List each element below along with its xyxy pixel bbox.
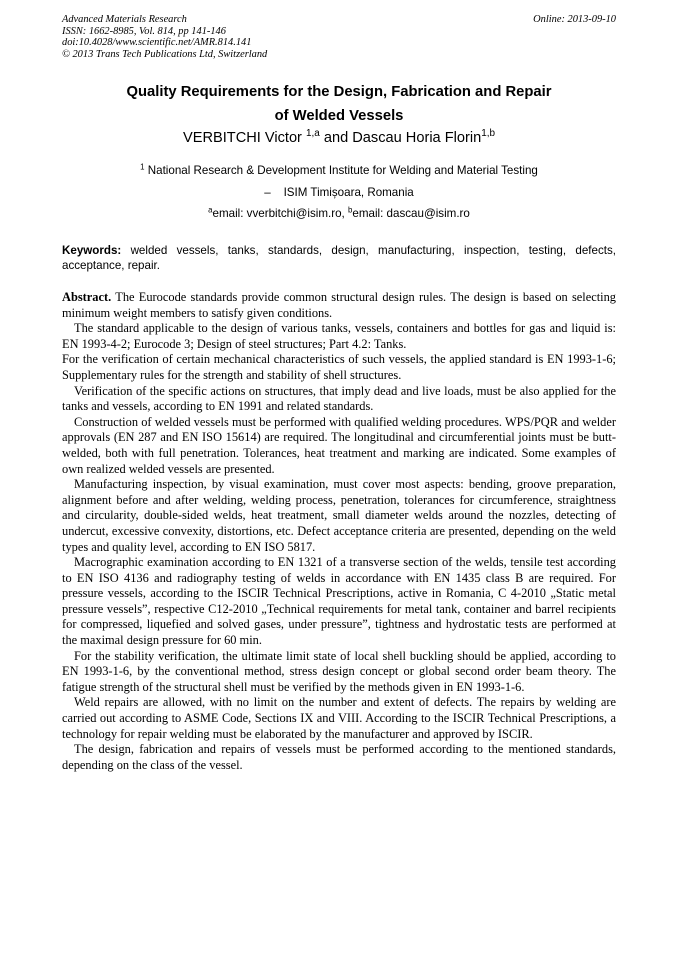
issn-line: ISSN: 1662-8985, Vol. 814, pp 141-146: [62, 25, 226, 37]
abstract-paragraph-5: Construction of welded vessels must be performed with qualified welding procedures. WPS/PQR and welder approvals (EN 287 and EN ISO 15614) are required. The longitudinal and circumferential joints must be butt-welded, both with full penetration. Tolerances, heat treatment and marking are indicated. Some examples of own realized welded vessels are presented.: [62, 414, 616, 476]
abstract-paragraph-6: Manufacturing inspection, by visual examination, must cover most aspects: bending, groove preparation, alignment before and after welding, welding process, penetration, tolerances for circumference, straightness and circularity, double-sided welds, heat treatment, small diameter welds around the nozzles, detecting of undercut, excessive convexity, distortions, etc. Defect acceptance criteria are presented, depending on the weld types and quality level, according to EN ISO 5817.: [62, 477, 616, 554]
email-a: email: vverbitchi@isim.ro,: [212, 207, 345, 220]
abstract-label: Abstract.: [62, 290, 112, 304]
email-a-superscript: a: [208, 205, 213, 215]
paper-title: [62, 80, 616, 128]
author-conjunction: and: [323, 130, 349, 146]
affiliation-institute: National Research & Development Institute for Welding and Material Testing: [147, 164, 538, 177]
author-2: Dascau Horia Florin: [352, 130, 482, 146]
author-1: VERBITCHI Victor: [182, 130, 302, 146]
abstract-paragraph-9: Weld repairs are allowed, with no limit on the number and extent of defects. The repairs by welding are carried out according to ASME Code, Sections IX and VIII. According to the ISCIR Technical Prescriptions, a technology for repair welding must be elaborated by the manufacturer and approved by ISCIR.: [62, 695, 616, 741]
title-line-2: of Welded Vessels: [274, 108, 404, 124]
email-line: [62, 207, 616, 221]
abstract-paragraph-1: [62, 290, 616, 321]
author-2-superscript: 1,b: [481, 128, 496, 140]
author-line: [62, 128, 616, 148]
keywords-text: welded vessels, tanks, standards, design, manufacturing, inspection, testing, defects, acceptance, repair.: [62, 244, 616, 272]
journal-name: Advanced Materials Research: [62, 14, 187, 25]
publication-header: [62, 14, 422, 60]
copyright-line: © 2013 Trans Tech Publications Ltd, Switzerland: [62, 48, 268, 60]
email-b-superscript: b: [348, 205, 353, 215]
affiliation-superscript: 1: [140, 162, 145, 172]
keywords-section: [62, 243, 616, 273]
doi-line: doi:10.4028/www.scientific.net/AMR.814.141: [62, 37, 252, 48]
affiliation-line-1: [62, 164, 616, 178]
abstract-section: [62, 290, 616, 773]
email-b: email: dascau@isim.ro: [352, 207, 470, 220]
abstract-paragraph-2: The standard applicable to the design of various tanks, vessels, containers and bottles for gas and liquid is: EN 1993-4-2; Eurocode 3; Design of steel structures; Part 4.2: Tanks.: [62, 321, 616, 351]
affiliation-line-2: – ISIM Timișoara, Romania: [264, 186, 414, 199]
abstract-paragraph-4: Verification of the specific actions on structures, that imply dead and live loads, must be also applied for the tanks and vessels, according to EN 1991 and related standards.: [62, 383, 616, 414]
abstract-paragraph-1-text: The Eurocode standards provide common structural design rules. The design is based on selecting minimum weight members to satisfy given conditions.: [62, 290, 617, 320]
keywords-label: Keywords:: [62, 244, 122, 257]
abstract-paragraph-7: Macrographic examination according to EN 1321 of a transverse section of the welds, tensile test according to EN ISO 4136 and radiography testing of welds in accordance with EN 1435 class B are required. For pressure vessels, according to the ISCIR Technical Prescriptions, active in Romania, C 4-2010 „Static metal pressure vessels”, respective C12-2010 „Technical requirements for metal tank, container and barrel recipients for compressed, liquefied and solved gases, under pressure”, tightness and hydrostatic tests are performed at the maximal design pressure for 60 min.: [62, 555, 616, 648]
abstract-paragraph-3: For the verification of certain mechanical characteristics of such vessels, the applied standard is EN 1993-1-6; Supplementary rules for the strength and stability of shell structures.: [62, 352, 616, 382]
author-1-superscript: 1,a: [306, 128, 320, 140]
abstract-paragraph-8: For the stability verification, the ultimate limit state of local shell buckling should be applied, according to EN 1993-1-6, by the conventional method, stress design concept or global second order beam theory. The fatigue strength of the structural shell must be verified by the methods given in EN 1993-1-6.: [62, 648, 616, 694]
abstract-paragraph-10: The design, fabrication and repairs of vessels must be performed according to the mentioned standards, depending on the class of the vessel.: [62, 742, 616, 772]
title-line-1: Quality Requirements for the Design, Fabrication and Repair: [126, 84, 552, 100]
online-date: Online: 2013-09-10: [533, 14, 616, 25]
